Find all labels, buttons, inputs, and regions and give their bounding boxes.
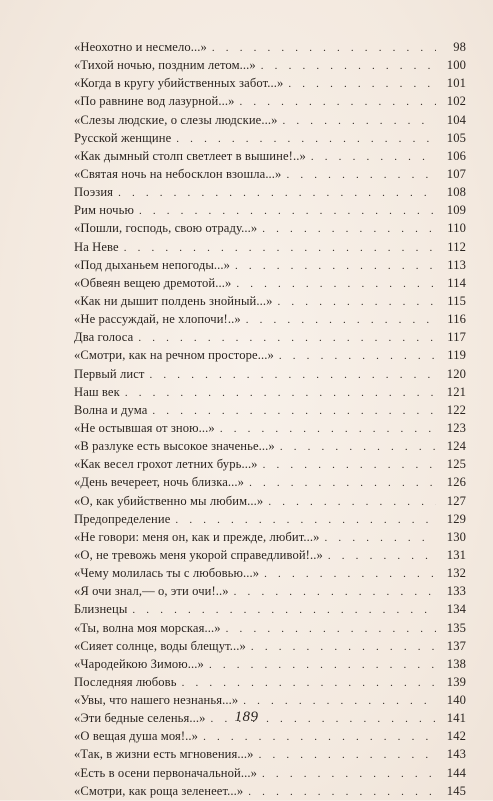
toc-leader-dots (262, 765, 436, 783)
toc-entry-page: 119 (447, 348, 466, 363)
toc-entry-title: «Я очи знал,— о, эти очи!..» (74, 584, 229, 599)
toc-entry-page: 117 (447, 330, 466, 345)
toc-entry-page: 107 (446, 166, 466, 181)
toc-entry-page: 137 (446, 638, 466, 653)
toc-entry-title: «Слезы людские, о слезы людские...» (74, 112, 278, 127)
toc-entry-title: Поэзия (74, 185, 114, 200)
toc-entry-title: «Увы, что нашего незнанья...» (74, 693, 239, 708)
toc-entry-title: «О, не тревожь меня укорой справедливой!..» (74, 547, 323, 562)
toc-leader-dots (182, 674, 436, 692)
toc-leader-dots (261, 57, 436, 75)
toc-leader-dots (268, 493, 436, 511)
toc-entry (74, 274, 466, 292)
toc-entry-title: «Тихой ночью, поздним летом...» (74, 58, 256, 73)
toc-entry-title: «Не говори: меня он, как и прежде, любит...» (74, 529, 320, 544)
toc-entry-title: «Сияет солнце, воды блещут...» (74, 638, 246, 653)
toc-entry-title: Близнецы (74, 602, 128, 617)
toc-entry (74, 637, 466, 655)
page-number: 189 (234, 709, 259, 725)
toc-entry (74, 673, 466, 691)
toc-entry (74, 492, 466, 510)
toc-entry-title: «Смотри, как на речном просторе...» (74, 348, 274, 363)
toc-entry (74, 546, 466, 564)
toc-entry-page: 124 (446, 439, 466, 454)
toc-entry (74, 238, 466, 256)
toc-entry-title: «Святая ночь на небосклон взошла...» (74, 166, 282, 181)
toc-leader-dots (279, 347, 436, 365)
toc-entry (74, 38, 466, 56)
toc-entry (74, 582, 466, 600)
toc-leader-dots (139, 202, 436, 220)
toc-entry-page: 120 (446, 366, 466, 381)
toc-leader-dots (203, 728, 436, 746)
toc-entry-title: «Как весел грохот летних бурь...» (74, 457, 258, 472)
toc-entry-page: 122 (446, 402, 466, 417)
toc-leader-dots (226, 620, 436, 638)
toc-entry-page: 133 (446, 584, 466, 599)
toc-entry-title: «Как ни дышит полдень знойный...» (74, 293, 273, 308)
toc-entry-page: 109 (446, 203, 466, 218)
toc-entry (74, 437, 466, 455)
toc-entry-page: 125 (446, 457, 466, 472)
toc-entry (74, 600, 466, 618)
toc-entry (74, 564, 466, 582)
toc-entry-title: Последняя любовь (74, 674, 177, 689)
toc-entry-title: «Эти бедные селенья...» (74, 711, 206, 726)
toc-leader-dots (220, 420, 436, 438)
toc-entry (74, 365, 466, 383)
toc-leader-dots (138, 329, 436, 347)
toc-leader-dots (264, 565, 436, 583)
toc-entry (74, 219, 466, 237)
toc-entry (74, 727, 466, 745)
toc-entry-page: 110 (447, 221, 466, 236)
toc-entry-page: 98 (453, 40, 466, 54)
toc-leader-dots (235, 257, 436, 275)
toc-entry (74, 473, 466, 491)
toc-entry-page: 134 (446, 602, 466, 617)
toc-entry-page: 112 (447, 239, 466, 254)
toc-leader-dots (249, 474, 436, 492)
toc-entry-page: 105 (446, 130, 466, 145)
toc-entry (74, 56, 466, 74)
toc-entry-title: «День вечереет, ночь близка...» (74, 475, 245, 490)
toc-entry (74, 528, 466, 546)
toc-leader-dots (286, 166, 436, 184)
toc-entry (74, 74, 466, 92)
toc-entry-title: «Обвеян вещею дремотой...» (74, 275, 232, 290)
toc-leader-dots (212, 39, 436, 57)
toc-entry-page: 102 (446, 94, 466, 109)
toc-entry-title: Волна и дума (74, 402, 148, 417)
toc-entry-title: «По равнине вод лазурной...» (74, 94, 235, 109)
toc-entry-title: «Так, в жизни есть мгновения...» (74, 747, 254, 762)
toc-entry-page: 115 (447, 293, 466, 308)
toc-leader-dots (236, 275, 436, 293)
toc-leader-dots (248, 783, 436, 801)
toc-entry-title: «Чародейкою Зимою...» (74, 656, 204, 671)
toc-entry-title: «Пошли, господь, свою отраду...» (74, 221, 258, 236)
toc-leader-dots (325, 529, 436, 547)
toc-leader-dots (132, 601, 436, 619)
toc-entry-page: 130 (446, 529, 466, 544)
toc-entry-title: «Когда в кругу убийственных забот...» (74, 76, 284, 91)
toc-leader-dots (176, 130, 436, 148)
toc-entry-title: «Не остывшая от зною...» (74, 420, 215, 435)
toc-leader-dots (263, 456, 436, 474)
toc-leader-dots (280, 438, 436, 456)
toc-entry-page: 127 (446, 493, 466, 508)
toc-entry-page: 138 (446, 656, 466, 671)
toc-entry (74, 92, 466, 110)
toc-entry-page: 132 (446, 566, 466, 581)
toc-entry (74, 165, 466, 183)
toc-entry-title: «Смотри, как роща зеленеет...» (74, 783, 244, 798)
toc-entry (74, 310, 466, 328)
toc-leader-dots (288, 75, 436, 93)
toc-entry (74, 201, 466, 219)
toc-entry (74, 129, 466, 147)
toc-entry (74, 111, 466, 129)
toc-entry-title: «Чему молилась ты с любовью...» (74, 566, 260, 581)
toc-entry-title: «Как дымный столп светлеет в вышине!..» (74, 148, 306, 163)
toc-leader-dots (251, 638, 436, 656)
toc-entry (74, 292, 466, 310)
toc-entry-page: 116 (447, 312, 466, 327)
toc-entry-title: «О, как убийственно мы любим...» (74, 493, 264, 508)
toc-leader-dots (239, 93, 436, 111)
toc-entry-page: 113 (447, 257, 466, 272)
toc-leader-dots (234, 583, 436, 601)
toc-leader-dots (243, 692, 436, 710)
toc-entry-page: 104 (446, 112, 466, 127)
toc-leader-dots (152, 402, 436, 420)
toc-entry-title: Предопределение (74, 511, 171, 526)
toc-entry (74, 328, 466, 346)
toc-entry-title: «Есть в осени первоначальной...» (74, 765, 258, 780)
toc-entry-title: Первый лист (74, 366, 145, 381)
toc-entry (74, 346, 466, 364)
toc-entry (74, 455, 466, 473)
toc-leader-dots (125, 384, 436, 402)
toc-entry-title: Наш век (74, 384, 120, 399)
toc-leader-dots (262, 220, 436, 238)
toc-entry-title: «Под дыханьем непогоды...» (74, 257, 231, 272)
toc-entry-page: 108 (446, 185, 466, 200)
toc-leader-dots (259, 746, 436, 764)
toc-entry (74, 745, 466, 763)
toc-entry (74, 782, 466, 800)
toc-entry-page: 121 (446, 384, 466, 399)
toc-entry-title: Русской женщине (74, 130, 172, 145)
toc-entry-page: 135 (446, 620, 466, 635)
toc-leader-dots (175, 511, 436, 529)
table-of-contents (74, 38, 466, 800)
toc-entry-page: 129 (446, 511, 466, 526)
toc-entry (74, 419, 466, 437)
toc-entry-page: 142 (446, 729, 466, 744)
toc-entry-title: На Неве (74, 239, 119, 254)
toc-entry (74, 619, 466, 637)
toc-entry (74, 510, 466, 528)
toc-entry-page: 143 (446, 747, 466, 762)
toc-leader-dots (311, 148, 436, 166)
toc-entry-title: Два голоса (74, 330, 134, 345)
toc-entry-page: 141 (446, 711, 466, 726)
toc-entry-page: 123 (446, 420, 466, 435)
toc-entry-title: Рим ночью (74, 203, 134, 218)
toc-entry (74, 764, 466, 782)
toc-entry (74, 256, 466, 274)
toc-entry-page: 106 (446, 148, 466, 163)
toc-entry (74, 183, 466, 201)
toc-entry (74, 147, 466, 165)
toc-entry-title: «Ты, волна моя морская...» (74, 620, 221, 635)
toc-entry-page: 101 (446, 76, 466, 91)
toc-entry (74, 401, 466, 419)
toc-entry-page: 139 (446, 674, 466, 689)
toc-leader-dots (150, 366, 437, 384)
toc-entry-page: 100 (446, 58, 466, 73)
toc-entry-page: 131 (446, 547, 466, 562)
toc-leader-dots (283, 112, 437, 130)
toc-leader-dots (209, 656, 436, 674)
toc-entry-title: «В разлуке есть высокое значенье...» (74, 439, 275, 454)
toc-entry (74, 691, 466, 709)
toc-entry-title: «О вещая душа моя!..» (74, 729, 199, 744)
toc-leader-dots (246, 311, 436, 329)
toc-entry (74, 383, 466, 401)
toc-entry-title: «Неохотно и несмело...» (74, 40, 207, 54)
toc-leader-dots (328, 547, 436, 565)
toc-entry-title: «Не рассуждай, не хлопочи!..» (74, 312, 241, 327)
toc-entry-page: 126 (446, 475, 466, 490)
toc-leader-dots (118, 184, 436, 202)
toc-entry-page: 140 (446, 693, 466, 708)
toc-entry (74, 655, 466, 673)
toc-entry-page: 144 (446, 765, 466, 780)
toc-entry-page: 145 (446, 783, 466, 798)
toc-leader-dots (124, 239, 436, 257)
toc-entry-page: 114 (447, 275, 466, 290)
toc-leader-dots (278, 293, 437, 311)
